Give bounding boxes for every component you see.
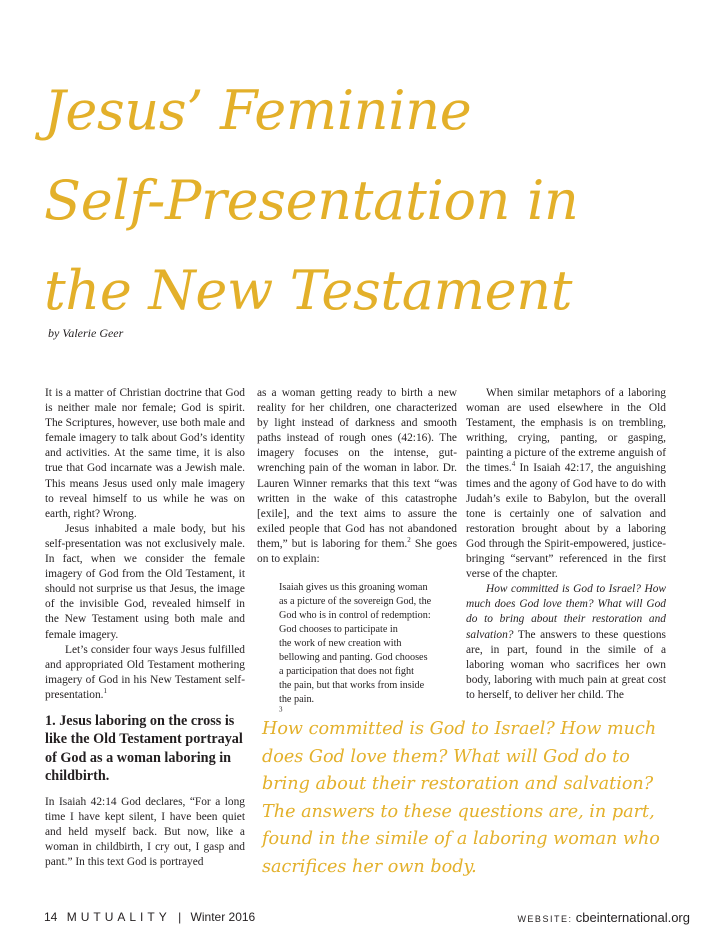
title-line-2: Self-Presentation in (44, 169, 579, 232)
intro-paragraph-1 (45, 386, 245, 522)
footnote-ref-4: 4 (511, 460, 516, 469)
title-line-1: Jesus’ Feminine (44, 79, 472, 142)
website-label: WEBSITE: (517, 914, 573, 924)
intro-paragraph-1-text: It is a matter of Christian doctrine that God is neither male nor female; God is spirit. The Scriptures, however, use both male and female imagery to talk about God’s identity and activities. At the same time, it is also true that God incarnate was a Jewish male. This means Jesus used only male imagery to reveal himself to us while he was on earth, right? Wrong. (45, 387, 245, 520)
footer-separator: | (178, 910, 182, 924)
blockquote-line: God who is in control of redemption: (279, 610, 431, 622)
column-3-questions: How committed is God to Israel? How much does God love them? What will God do to bring about their restoration and salvation? (466, 583, 666, 641)
intro-paragraph-2: Jesus inhabited a male body, but his self-presentation was not exclusively male. In fact, when we consider the female imagery of God from the Old Testament, it should not surprise us that Jesus, the image of the invisible God, revealed himself in the New Testament using both male and female imagery. (45, 522, 245, 641)
magazine-name: MUTUALITY (66, 910, 171, 924)
column-3-paragraph-1-end: In Isaiah 42:17, the anguishing times and the agony of God have to do with Judah’s exile to Babylon, but the overall tone is certainly one of salvation and restoration brought about by a laboring God through the Spirit-empowered, justice-bringing “servant” referenced in the first verse of the chapter. (466, 462, 666, 581)
column-1 (45, 386, 245, 703)
pull-quote: How committed is God to Israel? How much does God love them? What will God do to bring about their restoration and salvation? The answers to these questions are, in part, found in the simile of a laboring woman who sacrifices her own body. (262, 719, 660, 877)
footnote-ref-2: 2 (407, 536, 411, 545)
blockquote-line: bellowing and panting. God chooses (279, 652, 428, 664)
intro-paragraph-3-text: Let’s consider four ways Jesus fulfilled and appropriated Old Testament mothering imagery of God in his New Testament self-presentation. (45, 643, 245, 701)
column-3-paragraph-1 (466, 386, 666, 582)
column-3 (466, 386, 666, 703)
column-3-paragraph-1-text: When similar metaphors of a laboring woman are used elsewhere in the Old Testament, the emphasis is on trembling, writhing, crying, panting, or gasping, painting a picture of the extreme anguish of the times. (466, 387, 666, 475)
blockquote-line: Isaiah gives us this groaning woman (279, 582, 428, 594)
intro-paragraph-3 (45, 643, 245, 703)
footer-right (517, 910, 690, 925)
winner-blockquote (279, 581, 447, 721)
blockquote-last-text: the pain. (279, 694, 315, 706)
blockquote-line: a participation that does not fight (279, 666, 414, 678)
website-link[interactable]: cbeinternational.org (575, 910, 690, 925)
column-1-bottom (45, 795, 245, 870)
footer-left (44, 910, 255, 924)
footnote-ref-3: 3 (279, 705, 283, 714)
blockquote-line: the work of new creation with (279, 638, 402, 650)
column-2 (257, 386, 457, 721)
page-footer (44, 910, 690, 926)
column-3-paragraph-2-rest: The answers to these questions are, in part, found in the simile of a laboring woman who sacrifices her own body, laboring with much pain at great cost to herself, to deliver her child. The (466, 628, 666, 701)
article-title (44, 66, 684, 336)
byline: by Valerie Geer (48, 326, 124, 340)
blockquote-line: the pain, but that works from inside (279, 680, 425, 692)
column-2-paragraph (257, 386, 457, 567)
title-line-3: the New Testament (44, 259, 573, 322)
section-1-heading: 1. Jesus laboring on the cross is like the Old Testament portrayal of God as a woman laboring in childbirth. (45, 713, 243, 785)
blockquote-line: God chooses to participate in (279, 624, 398, 636)
issue-date: Winter 2016 (190, 910, 256, 924)
column-2-paragraph-text: as a woman getting ready to birth a new reality for her children, one characterized by light instead of darkness and smooth paths instead of rough ones (42:16). The imagery focuses on the intense, gut-wrenching pain of the woman in labor. Dr. Lauren Winner remarks that this text “was written in the wake of this catastrophe [exile], and the text aims to assure the exiled people that God has not abandoned them,” but is laboring for them. (257, 387, 457, 550)
footnote-ref-1: 1 (103, 687, 108, 696)
blockquote-line: as a picture of the sovereign God, the (279, 596, 432, 608)
column-3-paragraph-2 (466, 582, 666, 703)
section-1-paragraph: In Isaiah 42:14 God declares, “For a long time I have kept silent, I have been quiet and held myself back. But now, like a woman in childbirth, I cry out, I gasp and pant.” In this text God is portrayed (45, 796, 245, 869)
page-number: 14 (44, 910, 58, 924)
column-2-paragraph-end: She goes on to explain: (257, 537, 457, 566)
